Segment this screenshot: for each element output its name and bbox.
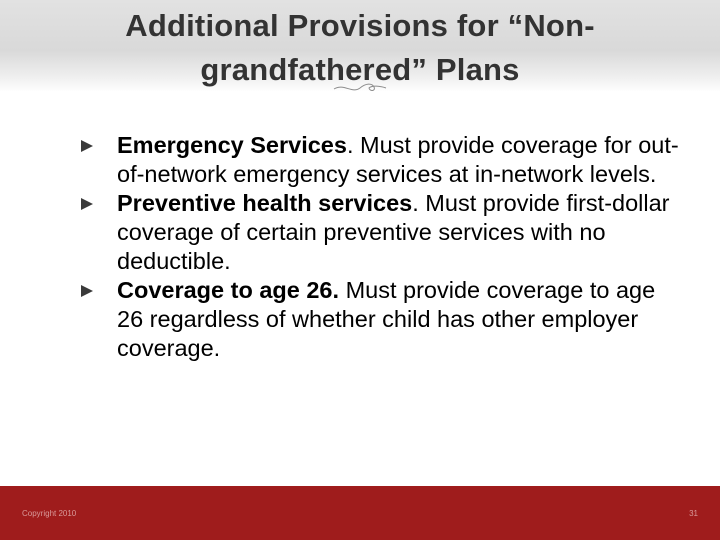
- triangle-right-icon: [80, 284, 94, 298]
- triangle-right-icon: [80, 139, 94, 153]
- slide-title: Additional Provisions for “Non-grandfathered” Plans: [125, 8, 595, 87]
- page-number: 31: [689, 509, 698, 518]
- title-band: [0, 0, 720, 92]
- bullet-text: Must provide coverage to age 26 regardless of whether child has other employer coverage.: [117, 277, 656, 361]
- bullet-text: . Must provide first-dollar coverage of certain preventive services with no deductible.: [117, 190, 670, 274]
- flourish-icon: [332, 80, 388, 96]
- bullet-coverage-to-age-26: [74, 276, 684, 363]
- bullet-preventive-health-services: [74, 189, 684, 276]
- bullet-list: [74, 131, 684, 363]
- bullet-lead: Emergency Services: [117, 132, 347, 158]
- copyright-text: Copyright 2010: [22, 509, 77, 518]
- bullet-text: . Must provide coverage for out-of-network emergency services at in-network levels.: [117, 132, 679, 187]
- bullet-emergency-services: [74, 131, 684, 189]
- triangle-right-icon: [80, 197, 94, 211]
- footer-band: [0, 486, 720, 540]
- bullet-lead: Coverage to age 26.: [117, 277, 340, 303]
- bullet-lead: Preventive health services: [117, 190, 413, 216]
